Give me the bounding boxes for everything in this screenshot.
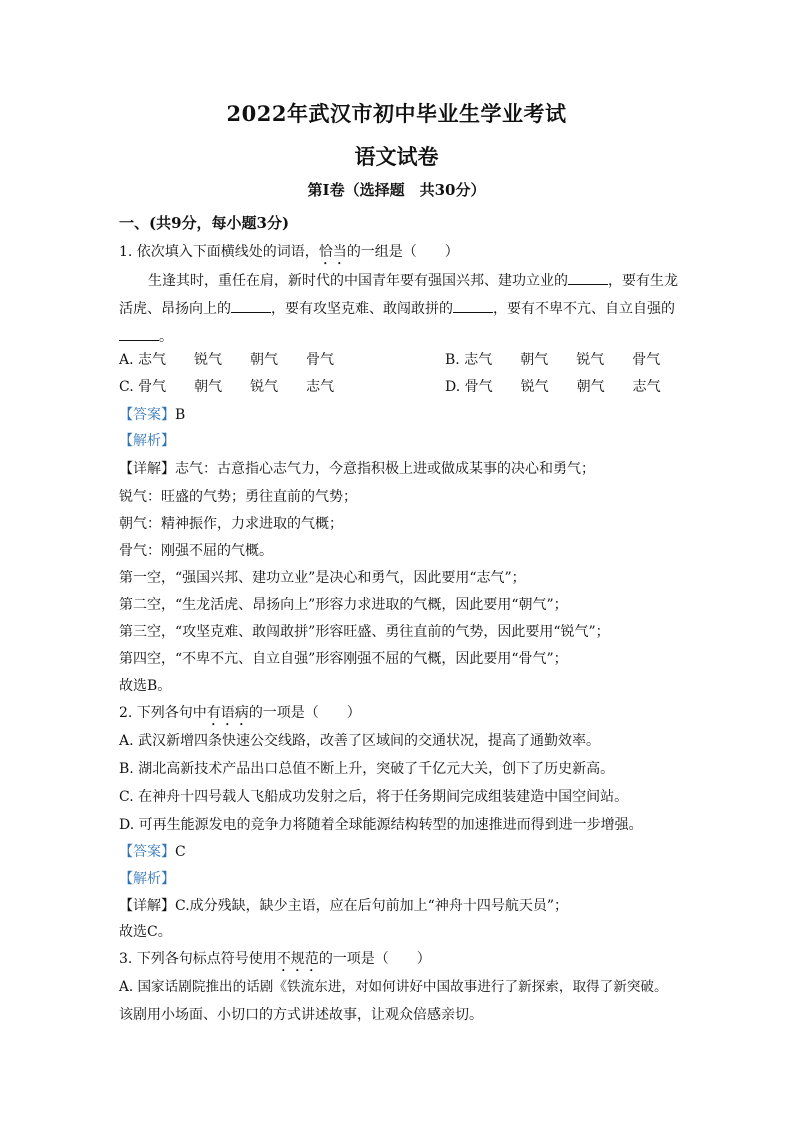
passage-text: ，要有攻坚克难、敢闯敢拼的 [271, 301, 453, 317]
q2-option-b: B. 湖北高新技术产品出口总值不断上升，突破了千亿元大关，创下了历史新高。 [119, 761, 615, 777]
q1-detail-2: 锐气：旺盛的气势；勇往直前的气势； [119, 489, 357, 505]
part1-heading: 一、(共9分，每小题3分) [119, 214, 290, 232]
q1-passage-line2 [119, 298, 675, 319]
answer-blank [231, 298, 271, 313]
q1-stem-pre: 1. 依次填入下面横线处的词语， [119, 244, 319, 260]
q1-passage-line3 [119, 326, 173, 347]
answer-blank [453, 298, 493, 313]
passage-text: ，要有不卑不亢、自立自强的 [493, 301, 675, 317]
passage-text: 生逢其时，重任在肩，新时代的中国青年要有强国兴邦、建功立业的 [148, 273, 568, 289]
answer-tag: 【答案】 [119, 407, 175, 423]
q2-analysis-tag: 【解析】 [119, 871, 175, 887]
q1-detail-3: 朝气：精神振作，力求进取的气概； [119, 516, 343, 532]
q1-detail-8: 第四空，“不卑不亢、自立自强”形容刚强不屈的气概，因此要用“骨气”； [119, 651, 568, 667]
passage-text: 。 [159, 329, 173, 345]
q1-passage-line1 [148, 270, 678, 291]
q3-stem-pre: 3. 下列各句标点符号使用 [119, 951, 277, 967]
q1-option-c: C. 骨气 朝气 锐气 志气 [119, 379, 335, 395]
detail-tag: 【详解】 [119, 461, 175, 477]
q1-option-a: A. 志气 锐气 朝气 骨气 [119, 352, 335, 368]
q2-option-c: C. 在神舟十四号载人飞船成功发射之后，将于任务期间完成组装建造中国空间站。 [119, 789, 629, 805]
q2-conclusion: 故选C。 [119, 924, 172, 940]
q1-option-d: D. 骨气 锐气 朝气 志气 [445, 379, 661, 395]
q1-stem-post: 的一组是（ ） [346, 244, 459, 260]
answer-value: B [175, 407, 186, 423]
q1-stem-emphasis: 恰当 [318, 244, 347, 260]
q2-option-a: A. 武汉新增四条快速公交线路，改善了区域间的交通状况，提高了通勤效率。 [119, 733, 601, 749]
q2-stem-post: 的一项是（ ） [248, 705, 361, 721]
q2-detail-1 [119, 896, 568, 916]
q1-conclusion: 故选B。 [119, 678, 172, 694]
q1-stem [119, 242, 459, 268]
q1-detail-5: 第一空，“强国兴邦、建功立业”是决心和勇气，因此要用“志气”； [119, 570, 526, 586]
detail-text: 志气：古意指心志气力，今意指积极上进或做成某事的决心和勇气； [175, 461, 595, 477]
q1-detail-7: 第三空，“攻坚克难、敢闯敢拼”形容旺盛、勇往直前的气势，因此要用“锐气”； [119, 624, 610, 640]
detail-text: C.成分残缺，缺少主语，应在后句前加上“神舟十四号航天员”； [175, 898, 568, 914]
q3-stem-emphasis: 不规范 [276, 951, 319, 967]
q2-stem-pre: 2. 下列各句中 [119, 705, 207, 721]
q2-stem-emphasis: 有语病 [206, 705, 249, 721]
q3-stem [119, 949, 431, 975]
answer-blank [119, 326, 159, 341]
q1-detail-4: 骨气：刚强不屈的气概。 [119, 543, 273, 559]
q3-option-a-line1: A. 国家话剧院推出的话剧《铁流东进，对如何讲好中国故事进行了新探索，取得了新突破。 [119, 979, 668, 995]
answer-tag: 【答案】 [119, 844, 175, 860]
q1-option-b: B. 志气 朝气 锐气 骨气 [445, 352, 661, 368]
q1-detail-6: 第二空，“生龙活虎、昂扬向上”形容力求进取的气概，因此要用“朝气”； [119, 597, 568, 613]
q1-analysis-tag: 【解析】 [119, 433, 175, 449]
exam-title: 2022年武汉市初中毕业生学业考试 [226, 101, 567, 126]
passage-text: 活虎、昂扬向上的 [119, 301, 231, 317]
answer-blank [568, 270, 608, 285]
section-title: 第Ⅰ卷（选择题 共30分） [307, 181, 486, 199]
passage-text: ，要有生龙 [608, 273, 678, 289]
q2-stem [119, 703, 361, 729]
detail-tag: 【详解】 [119, 898, 175, 914]
exam-subject: 语文试卷 [354, 144, 439, 169]
q2-option-d: D. 可再生能源发电的竞争力将随着全球能源结构转型的加速推进而得到进一步增强。 [119, 817, 643, 833]
q1-detail-1 [119, 459, 595, 479]
q3-stem-post: 的一项是（ ） [318, 951, 431, 967]
q1-answer [119, 405, 185, 425]
q3-option-a-line2: 该剧用小场面、小切口的方式讲述故事，让观众倍感亲切。 [119, 1007, 483, 1023]
q2-answer [119, 842, 186, 862]
answer-value: C [175, 844, 186, 860]
